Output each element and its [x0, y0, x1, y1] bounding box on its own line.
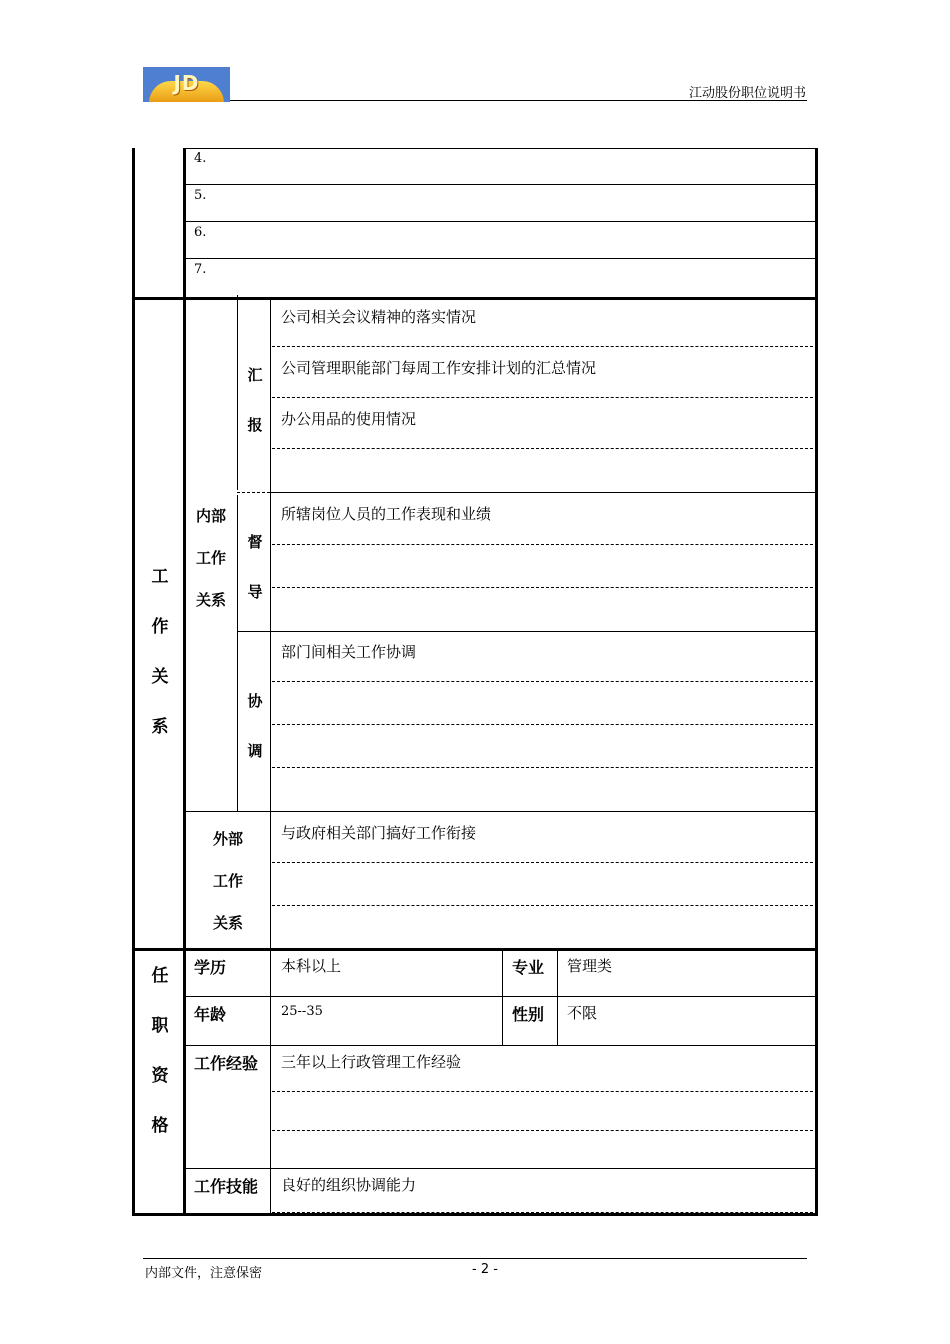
- age-value: 25--35: [281, 1004, 323, 1019]
- major-label: 专业: [512, 958, 545, 977]
- duty-item-5: 5.: [194, 188, 207, 203]
- report-item-3: 办公用品的使用情况: [281, 410, 417, 428]
- supervise-label: 督 导: [247, 533, 263, 601]
- gender-value: 不限: [567, 1004, 598, 1022]
- education-value: 本科以上: [281, 957, 342, 975]
- external-item-1: 与政府相关部门搞好工作衔接: [281, 824, 477, 842]
- work-relations-label: 工 作 关 系: [151, 567, 169, 737]
- coordinate-label: 协 调: [247, 692, 263, 760]
- major-value: 管理类: [567, 957, 613, 975]
- experience-value: 三年以上行政管理工作经验: [281, 1053, 462, 1071]
- age-label: 年龄: [194, 1005, 227, 1024]
- experience-label: 工作经验: [194, 1054, 259, 1073]
- report-item-2: 公司管理职能部门每周工作安排计划的汇总情况: [281, 359, 597, 377]
- duty-item-4: 4.: [194, 151, 207, 166]
- coordinate-item-1: 部门间相关工作协调: [281, 643, 417, 661]
- company-logo: [143, 67, 230, 102]
- duty-item-7: 7.: [194, 262, 207, 277]
- skills-label: 工作技能: [194, 1177, 259, 1196]
- footer-rule: [143, 1258, 807, 1259]
- supervise-item-1: 所辖岗位人员的工作表现和业绩: [281, 505, 492, 523]
- gender-label: 性别: [512, 1005, 545, 1024]
- external-relations-label: 外部 工作 关系: [212, 830, 243, 932]
- skills-value: 良好的组织协调能力: [281, 1176, 417, 1194]
- confidential-note: 内部文件，注意保密: [145, 1266, 263, 1281]
- report-label: 汇 报: [247, 366, 263, 434]
- document-title: 江动股份职位说明书: [688, 86, 806, 101]
- internal-relations-label: 内部 工作 关系: [195, 507, 226, 609]
- qualifications-label: 任 职 资 格: [151, 966, 169, 1136]
- education-label: 学历: [194, 958, 227, 977]
- report-item-1: 公司相关会议精神的落实情况: [281, 308, 477, 326]
- logo-text: JD: [173, 71, 200, 95]
- duty-item-6: 6.: [194, 225, 207, 240]
- page-number: - 2 -: [472, 1262, 498, 1277]
